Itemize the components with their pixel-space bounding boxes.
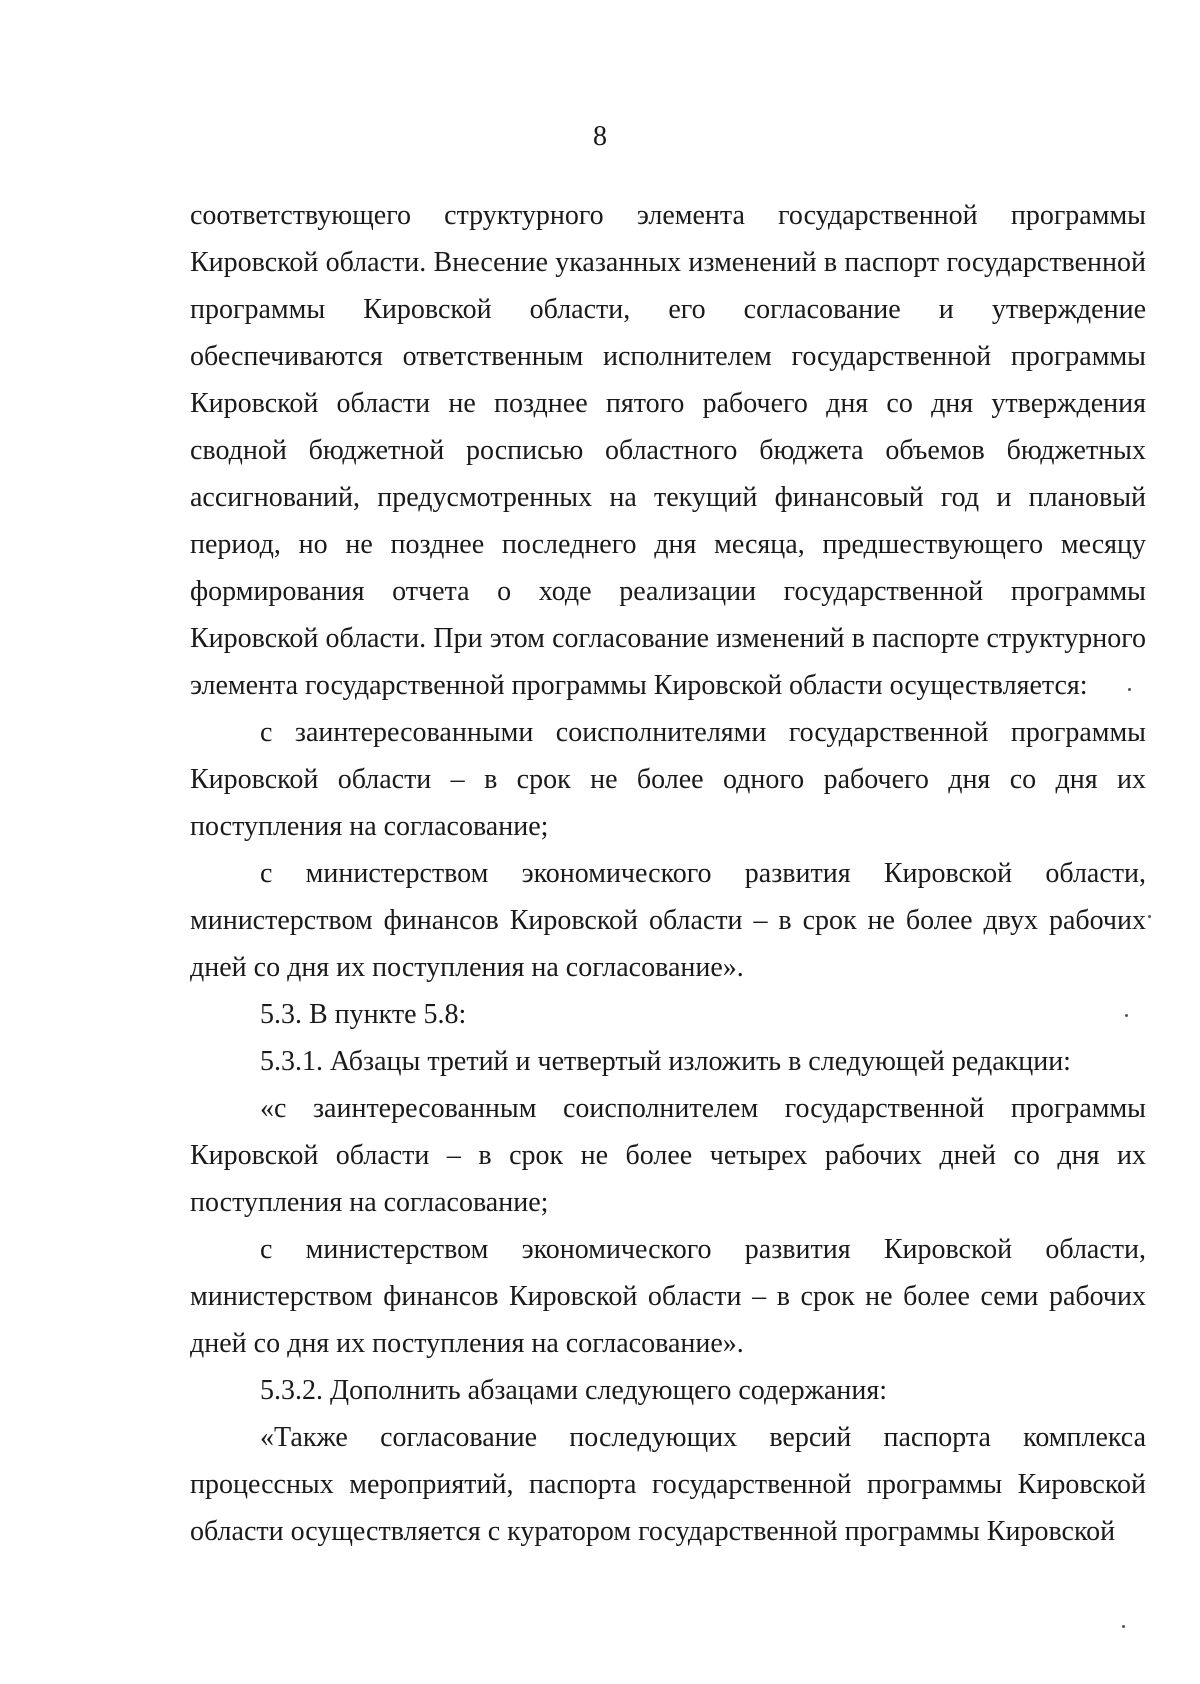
page-number: 8 — [593, 121, 607, 152]
paragraph-continuation: соответствующего структурного элемента государственной программы Кировской области. Внесение указанных изменений в паспорт государственной программы Кировской области, его согласование и утверждение обеспечиваются ответственным исполнителем государственной программы Кировской области не позднее пятого рабочего дня со дня утверждения сводной бюджетной росписью областного бюджета объемов бюджетных ассигнований, предусмотренных на текущий финансовый год и плановый период, но не позднее последнего дня месяца, предшествующего месяцу формирования отчета о ходе реализации государственной программы Кировской области. При этом согласование изменений в паспорте структурного элемента государственной программы Кировской области осуществляется: — [190, 200, 1146, 701]
paragraph-ministries-two-days: с министерством экономического развития Кировской области, министерством финансов Кировской области – в срок не более двух рабочих дней со дня их поступления на согласование». — [190, 858, 1146, 983]
paragraph-coexecutors-one-day: с заинтересованными соисполнителями государственной программы Кировской области – в срок не более одного рабочего дня со дня их поступления на согласование; — [190, 717, 1146, 842]
paragraph-item-5-3: 5.3. В пункте 5.8: — [260, 999, 467, 1030]
paragraph-ministries-seven-days: с министерством экономического развития Кировской области, министерством финансов Кировской области – в срок не более семи рабочих дней со дня их поступления на согласование». — [190, 1234, 1146, 1359]
scan-speck — [1148, 915, 1151, 918]
scan-speck — [1125, 1014, 1128, 1017]
document-body — [190, 192, 1146, 1555]
scan-speck — [1122, 1625, 1125, 1628]
paragraph-item-5-3-2: 5.3.2. Дополнить абзацами следующего содержания: — [260, 1375, 888, 1406]
paragraph-also-agreement: «Также согласование последующих версий паспорта комплекса процессных мероприятий, паспорта государственной программы Кировской области осуществляется с куратором государственной программы Кировской — [190, 1422, 1146, 1547]
paragraph-coexecutor-four-days: «с заинтересованным соисполнителем государственной программы Кировской области – в срок не более четырех рабочих дней со дня их поступления на согласование; — [190, 1093, 1146, 1218]
paragraph-item-5-3-1: 5.3.1. Абзацы третий и четвертый изложить в следующей редакции: — [260, 1046, 1071, 1077]
scan-speck — [1128, 688, 1131, 691]
